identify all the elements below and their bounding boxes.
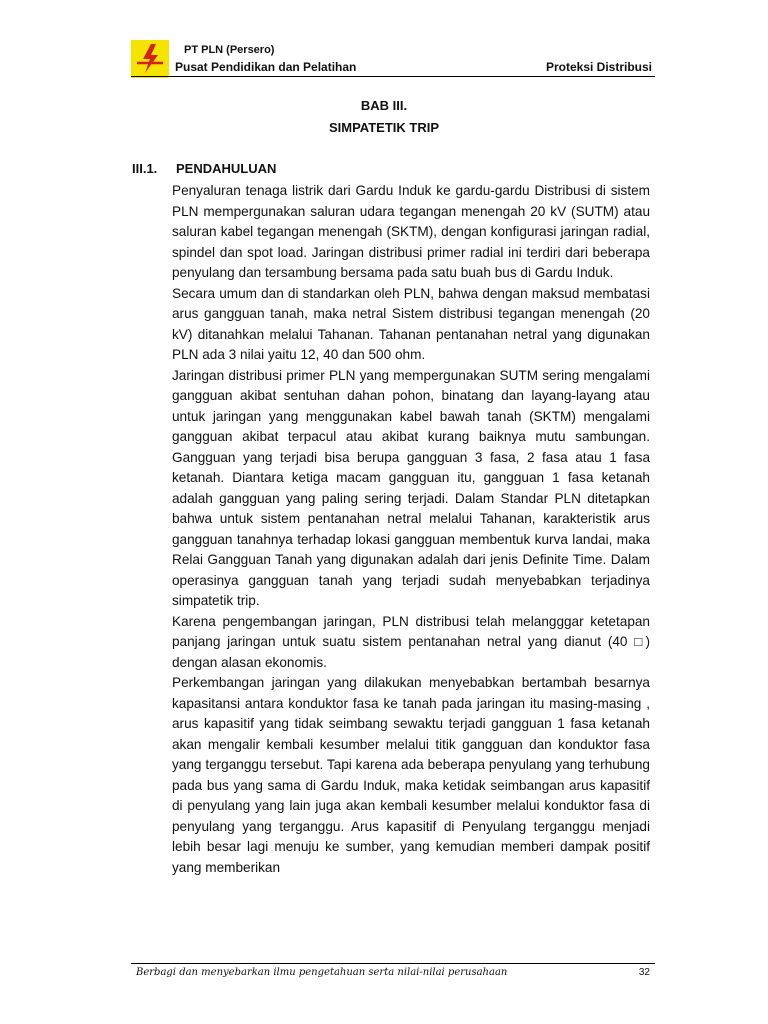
header-company: PT PLN (Persero) bbox=[184, 44, 275, 56]
chapter-title: SIMPATETIK TRIP bbox=[328, 120, 440, 135]
paragraph-5: Perkembangan jaringan yang dilakukan menyebabkan bertambah besarnya kapasitansi antara konduktor fasa ke tanah pada jaringan itu masing-masing , arus kapasitif yang tidak seimbang sewaktu terjadi gangguan 1 fasa ketanah akan mengalir kembali kesumber melalui titik gangguan dan konduktor fasa yang terganggu tersebut. Tapi karena ada beberapa penyulang yang terhubung pada bus yang sama di Gardu Induk, maka ketidak seimbangan arus kapasitif di penyulang yang lain juga akan kembali kesumber melalui konduktor fasa di penyulang yang terganggu. Arus kapasitif di Penyulang terganggu menjadi lebih besar lagi menuju ke sumber, yang kemudian memberi dampak positif yang memberikan bbox=[172, 675, 650, 875]
pln-logo-icon bbox=[131, 40, 169, 78]
body-text bbox=[172, 181, 650, 878]
header-divider bbox=[131, 76, 655, 77]
paragraph-2: Secara umum dan di standarkan oleh PLN, bahwa dengan maksud membatasi arus gangguan tanah, maka netral Sistem distribusi tegangan menengah (20 kV) ditanahkan melalui Tahanan. Tahanan pentanahan netral yang digunakan PLN ada 3 nilai yaitu 12, 40 dan 500 ohm. bbox=[172, 285, 650, 362]
footer-motto: Berbagi dan menyebarkan ilmu pengetahuan serta nilai-nilai perusahaan bbox=[136, 967, 508, 978]
footer-divider bbox=[131, 963, 655, 964]
paragraph-1: Penyaluran tenaga listrik dari Gardu Induk ke gardu-gardu Distribusi di sistem PLN mempergunakan saluran udara tegangan menengah 20 kV (SUTM) atau saluran kabel tegangan menengah (SKTM), dengan konfigurasi jaringan radial, spindel dan spot load. Jaringan distribusi primer radial ini terdiri dari beberapa penyulang dan tersambung bersama pada satu buah bus di Gardu Induk. bbox=[172, 183, 650, 280]
section-number: III.1. bbox=[132, 161, 158, 176]
header-unit: Pusat Pendidikan dan Pelatihan bbox=[175, 60, 357, 74]
section-title: PENDAHULUAN bbox=[176, 161, 277, 176]
chapter-number: BAB III. bbox=[360, 98, 408, 113]
page-number: 32 bbox=[638, 967, 650, 978]
paragraph-4: Karena pengembangan jaringan, PLN distribusi telah melangggar ketetapan panjang jaringan untuk suatu sistem pentanahan netral yang dianut (40 □) dengan alasan ekonomis. bbox=[172, 613, 650, 670]
paragraph-3: Jaringan distribusi primer PLN yang mempergunakan SUTM sering mengalami gangguan akibat sentuhan dahan pohon, binatang dan layang-layang atau untuk jaringan yang menggunakan kabel bawah tanah (SKTM) mengalami gangguan akibat terpacul atau akibat kurang baiknya mutu sambungan. Gangguan yang terjadi bisa berupa gangguan 3 fasa, 2 fasa atau 1 fasa ketanah. Diantara ketiga macam gangguan itu, gangguan 1 fasa ketanah adalah gangguan yang paling sering terjadi. Dalam Standar PLN ditetapkan bahwa untuk sistem pentanahan netral melalui Tahanan, karakteristik arus gangguan tanahnya terhadap lokasi gangguan membentuk kurva landai, maka Relai Gangguan Tanah yang digunakan adalah dari jenis Definite Time. Dalam operasinya gangguan tanah yang terjadi sudah menyebabkan terjadinya simpatetik trip. bbox=[172, 367, 650, 608]
header-subject: Proteksi Distribusi bbox=[545, 60, 652, 74]
